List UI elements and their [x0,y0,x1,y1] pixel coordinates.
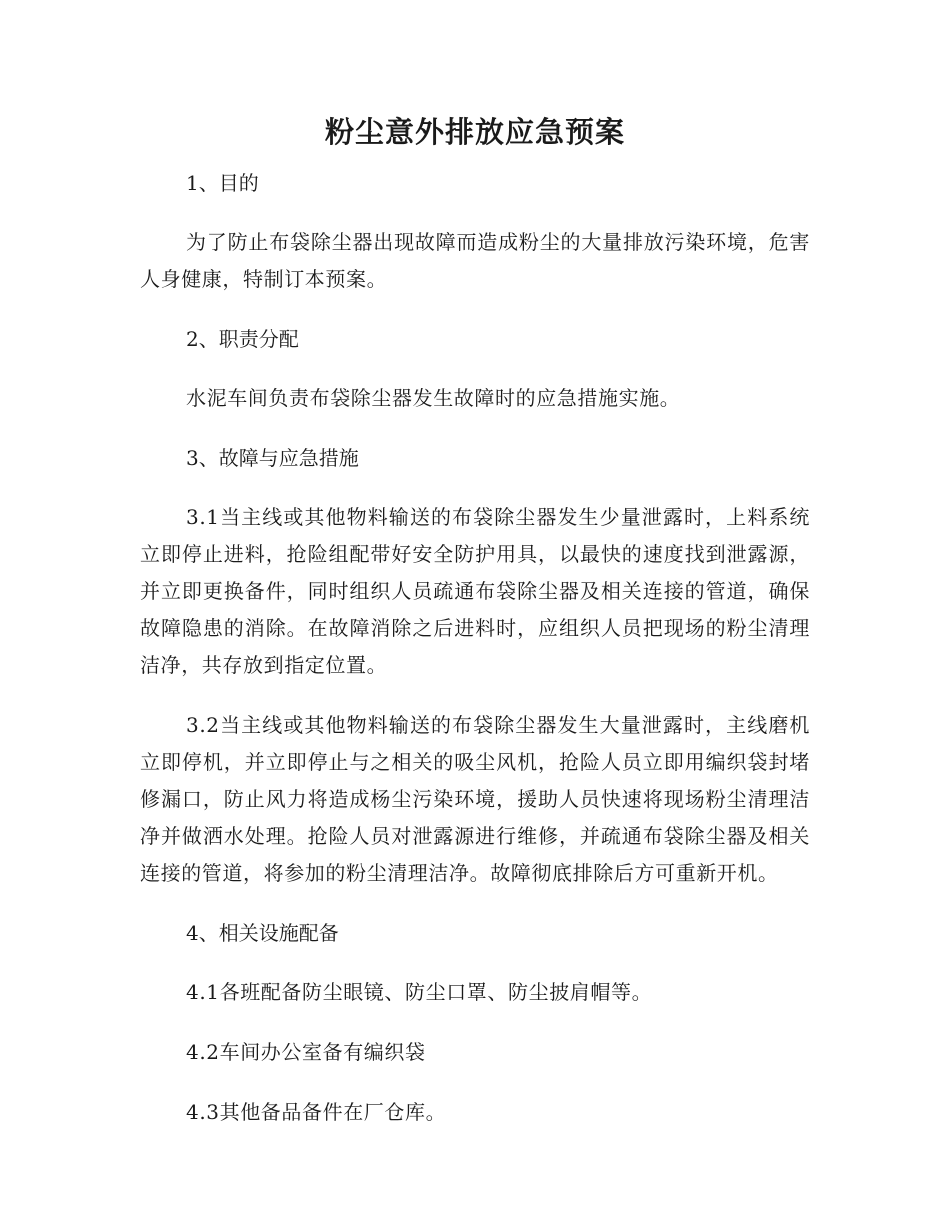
paragraph-facility-4-1: 4.1各班配备防尘眼镜、防尘口罩、防尘披肩帽等。 [186,980,653,1004]
section-heading-responsibilities: 2、职责分配 [186,327,299,351]
paragraph-responsibilities: 水泥车间负责布袋除尘器发生故障时的应急措施实施。 [186,386,681,410]
paragraph-purpose: 为了防止布袋除尘器出现故障而造成粉尘的大量排放污染环境，危害人身健康，特制订本预案。 [140,230,810,291]
paragraph-facility-4-3: 4.3其他备品备件在厂仓库。 [186,1100,447,1124]
section-heading-measures: 3、故障与应急措施 [186,446,359,470]
page-title: 粉尘意外排放应急预案 [324,115,625,149]
section-heading-purpose: 1、目的 [186,171,259,195]
section-heading-facilities: 4、相关设施配备 [186,921,339,945]
document-body [140,165,810,1154]
paragraph-measure-3-2: 3.2当主线或其他物料输送的布袋除尘器发生大量泄露时，主线磨机立即停机，并立即停止与之相关的吸尘风机，抢险人员立即用编织袋封堵修漏口，防止风力将造成杨尘污染环境，援助人员快速将现场粉尘清理洁净并做洒水处理。抢险人员对泄露源进行维修，并疏通布袋除尘器及相关连接的管道，将参加的粉尘清理洁净。故障彻底排除后方可重新开机。 [140,713,810,885]
paragraph-measure-3-1: 3.1当主线或其他物料输送的布袋除尘器发生少量泄露时，上料系统立即停止进料，抢险组配带好安全防护用具，以最快的速度找到泄露源，并立即更换备件，同时组织人员疏通布袋除尘器及相关连接的管道，确保故障隐患的消除。在故障消除之后进料时，应组织人员把现场的粉尘清理洁净，共存放到指定位置。 [140,505,810,677]
paragraph-facility-4-2: 4.2车间办公室备有编织袋 [186,1040,426,1064]
